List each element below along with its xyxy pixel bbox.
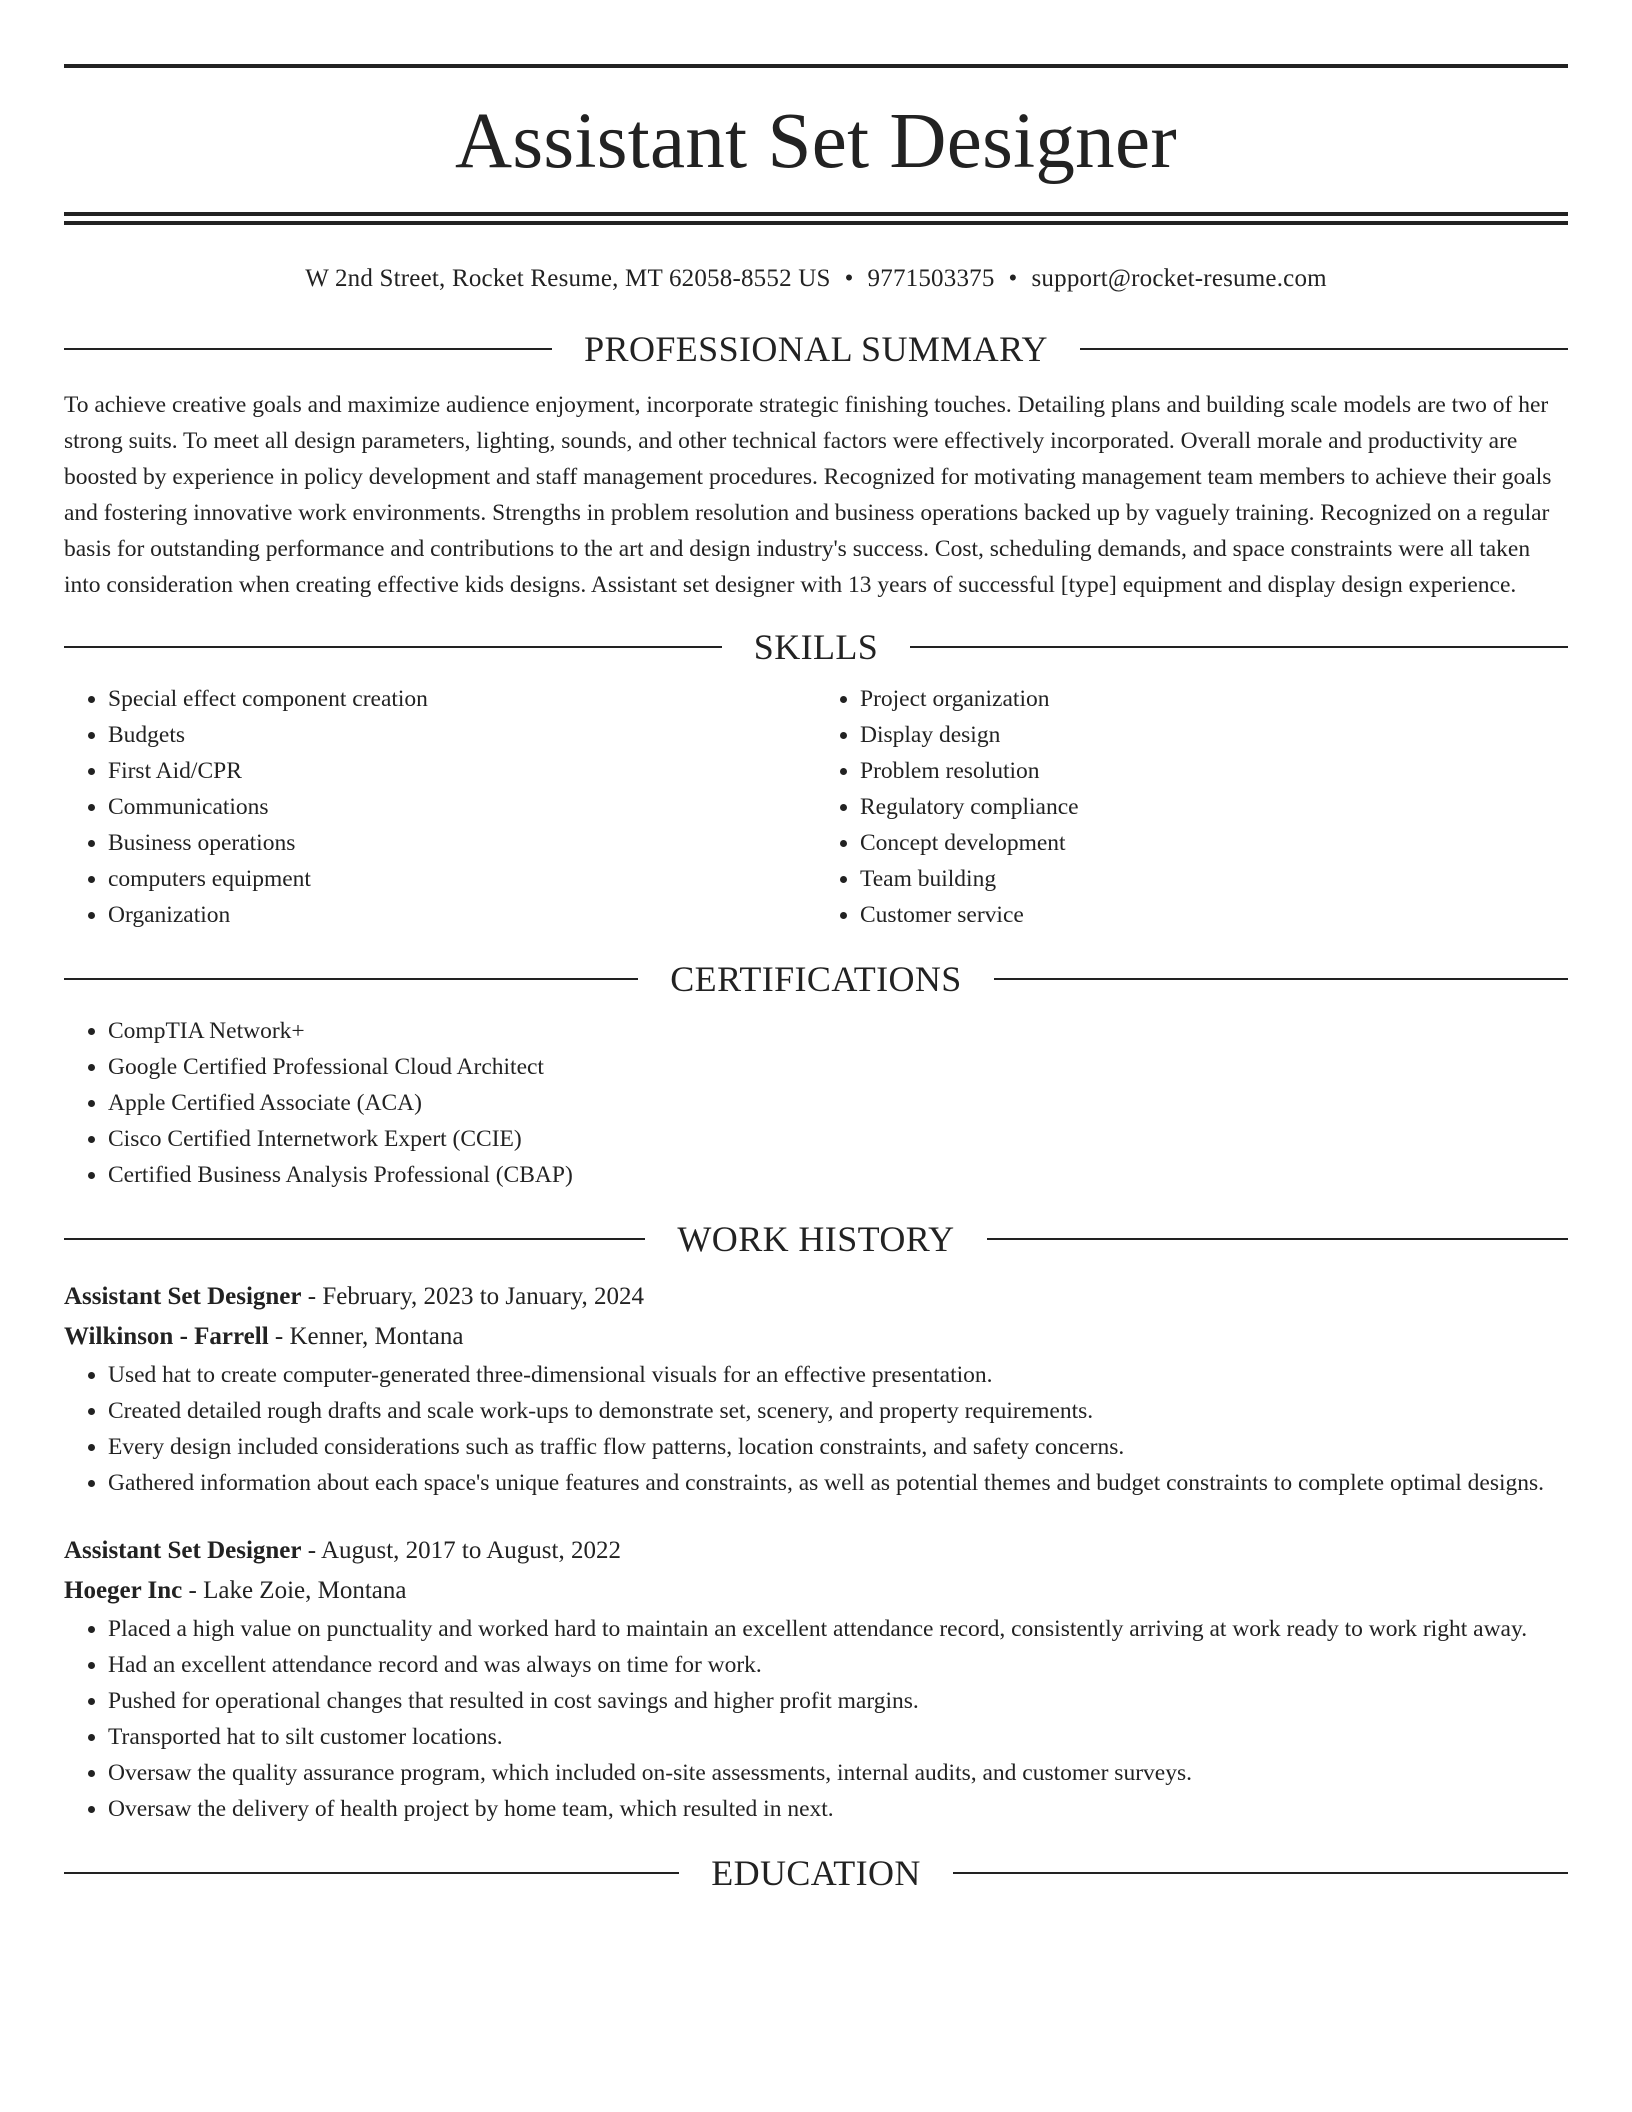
heading-rule-left: [64, 646, 722, 648]
skills-list-left: [64, 681, 816, 933]
heading-rule-right: [987, 1238, 1568, 1240]
certification-item: • Google Certified Professional Cloud Architect: [108, 1049, 1568, 1085]
skills-heading-label: SKILLS: [753, 627, 879, 667]
job-company-line: [64, 1571, 1568, 1611]
contact-phone: 9771503375: [867, 265, 995, 292]
skill-item: • Business operations: [108, 825, 816, 861]
skill-item: • Project organization: [860, 681, 1568, 717]
heading-rule-left: [64, 978, 638, 980]
heading-rule-right: [1080, 348, 1568, 350]
job-location: - Lake Zoie, Montana: [182, 1577, 407, 1604]
heading-rule-right: [953, 1872, 1568, 1874]
heading-rule-right: [994, 978, 1568, 980]
certification-item: • CompTIA Network+: [108, 1013, 1568, 1049]
certifications-heading: [64, 955, 1568, 1003]
skill-item: • Organization: [108, 897, 816, 933]
skill-item: • Regulatory compliance: [860, 789, 1568, 825]
skill-item: • Budgets: [108, 717, 816, 753]
skill-item: • Problem resolution: [860, 753, 1568, 789]
job-company-line: [64, 1317, 1568, 1357]
job-dates: - February, 2023 to January, 2024: [301, 1283, 645, 1310]
education-heading: [64, 1849, 1568, 1897]
contact-line: [64, 259, 1568, 299]
job-company: Hoeger Inc: [64, 1577, 183, 1604]
job-bullet: • Pushed for operational changes that resulted in cost savings and higher profit margins.: [108, 1683, 1568, 1719]
job-title-line: [64, 1277, 1568, 1317]
skill-item: • Team building: [860, 861, 1568, 897]
heading-rule-left: [64, 1872, 679, 1874]
summary-heading-label: PROFESSIONAL SUMMARY: [584, 329, 1048, 369]
skill-item: • First Aid/CPR: [108, 753, 816, 789]
job-title: Assistant Set Designer: [64, 1283, 302, 1310]
job-bullets: [64, 1357, 1568, 1501]
skill-item: • computers equipment: [108, 861, 816, 897]
job-bullet: • Every design included considerations such as traffic flow patterns, location constraints, and safety concerns.: [108, 1429, 1568, 1465]
skill-item: • Special effect component creation: [108, 681, 816, 717]
summary-text: To achieve creative goals and maximize audience enjoyment, incorporate strategic finishing touches. Detailing plans and building scale models are two of her strong suits. To meet all design parameters, lighting, sounds, and other technical factors were effectively incorporated. Overall morale and productivity are boosted by experience in policy development and staff management procedures. Recognized for motivating management team members to achieve their goals and fostering innovative work environments. Strengths in problem resolution and business operations backed up by vaguely training. Recognized on a regular basis for outstanding performance and contributions to the art and design industry's success. Cost, scheduling demands, and space constraints were all taken into consideration when creating effective kids designs. Assistant set designer with 13 years of successful [type] equipment and display design experience.: [64, 392, 1552, 598]
certification-item: • Certified Business Analysis Professional (CBAP): [108, 1157, 1568, 1193]
skills-column-right: [816, 681, 1568, 933]
job-bullet: • Used hat to create computer-generated three-dimensional visuals for an effective presentation.: [108, 1357, 1568, 1393]
job-bullets: [64, 1611, 1568, 1827]
certification-item: • Apple Certified Associate (ACA): [108, 1085, 1568, 1121]
skills-column-left: [64, 681, 816, 933]
job-dates: - August, 2017 to August, 2022: [301, 1537, 621, 1564]
job-bullet: • Oversaw the quality assurance program, which included on-site assessments, internal audits, and customer surveys.: [108, 1755, 1568, 1791]
skill-item: • Customer service: [860, 897, 1568, 933]
heading-rule-right: [910, 646, 1568, 648]
certification-item: • Cisco Certified Internetwork Expert (CCIE): [108, 1121, 1568, 1157]
skill-item: • Communications: [108, 789, 816, 825]
resume-name: Assistant Set Designer: [455, 98, 1177, 185]
skill-item: • Display design: [860, 717, 1568, 753]
summary-heading: [64, 325, 1568, 373]
heading-rule-left: [64, 348, 552, 350]
work-history-heading-label: WORK HISTORY: [677, 1219, 955, 1259]
certifications-heading-label: CERTIFICATIONS: [670, 959, 962, 999]
top-rule: [64, 64, 1568, 68]
job-location: - Kenner, Montana: [268, 1323, 464, 1350]
job-title-line: [64, 1531, 1568, 1571]
contact-email: support@rocket-resume.com: [1031, 265, 1327, 292]
double-rule: [64, 212, 1568, 225]
job-entry: [64, 1277, 1568, 1501]
education-heading-label: EDUCATION: [711, 1853, 921, 1893]
skills-heading: [64, 623, 1568, 671]
contact-separator: •: [844, 265, 854, 292]
contact-separator: •: [1008, 265, 1018, 292]
work-history-heading: [64, 1215, 1568, 1263]
job-bullet: • Oversaw the delivery of health project by home team, which resulted in next.: [108, 1791, 1568, 1827]
job-title: Assistant Set Designer: [64, 1537, 302, 1564]
certifications-list: [64, 1013, 1568, 1193]
skills-columns: [64, 681, 1568, 933]
job-bullet: • Created detailed rough drafts and scale work-ups to demonstrate set, scenery, and property requirements.: [108, 1393, 1568, 1429]
skill-item: • Concept development: [860, 825, 1568, 861]
job-entry: [64, 1531, 1568, 1827]
heading-rule-left: [64, 1238, 645, 1240]
job-bullet: • Gathered information about each space's unique features and constraints, as well as potential themes and budget constraints to complete optimal designs.: [108, 1465, 1568, 1501]
job-bullet: • Transported hat to silt customer locations.: [108, 1719, 1568, 1755]
job-bullet: • Placed a high value on punctuality and worked hard to maintain an excellent attendance record, consistently arriving at work ready to work right away.: [108, 1611, 1568, 1647]
job-bullet: • Had an excellent attendance record and was always on time for work.: [108, 1647, 1568, 1683]
contact-address: W 2nd Street, Rocket Resume, MT 62058-8552 US: [305, 265, 831, 292]
job-company: Wilkinson - Farrell: [64, 1323, 269, 1350]
skills-list-right: [816, 681, 1568, 933]
